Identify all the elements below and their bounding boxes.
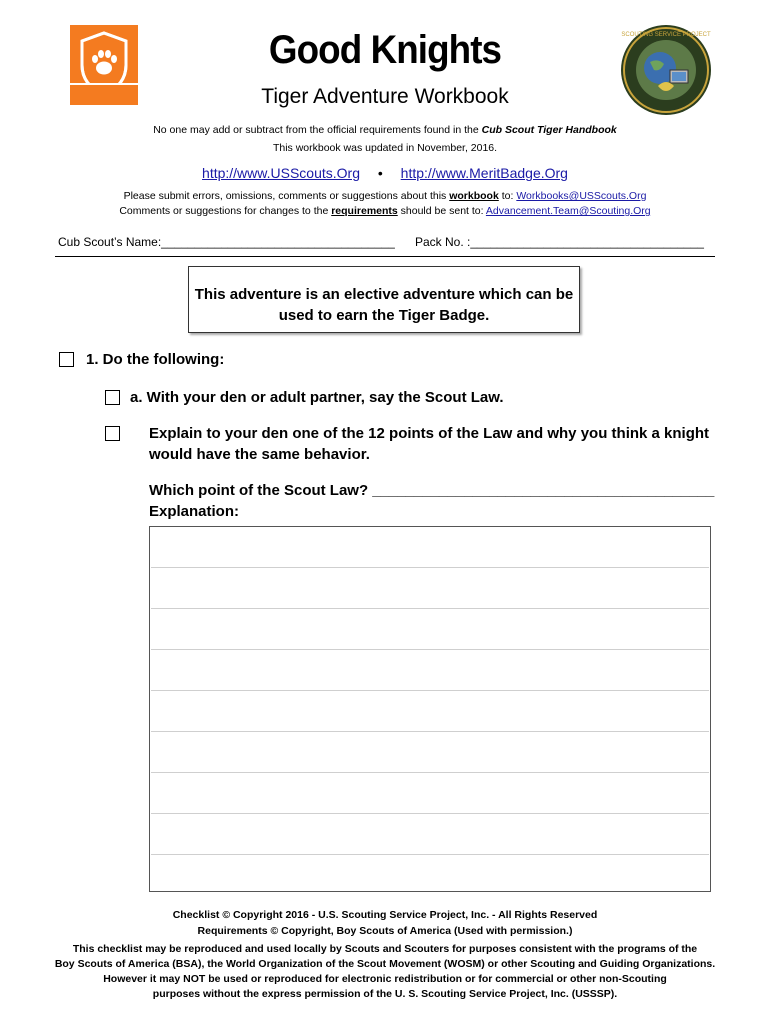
pack-number-label: Pack No. : (415, 235, 471, 249)
answer-line (151, 854, 709, 855)
seal-text: SCOUTING SERVICE PROJECT (621, 32, 711, 38)
which-point-field[interactable]: Which point of the Scout Law? _________________________________________ (149, 482, 715, 499)
pack-number-field[interactable] (415, 235, 704, 249)
footer-usage-1: This checklist may be reproduced and used locally by Scouts and Scouters for purposes consistent with the programs of the (72, 943, 698, 955)
req1b-line-2: would have the same behavior. (149, 446, 370, 463)
footer-usage-2: Boy Scouts of America (BSA), the World Organization of the Scout Movement (WOSM) or other Scouting and Guiding Organizations. (54, 958, 716, 970)
official-notice (0, 124, 770, 136)
footer-requirements-copyright: Requirements © Copyright, Boy Scouts of America (Used with permission.) (197, 925, 573, 937)
footer-copyright: Checklist © Copyright 2016 - U.S. Scouting Service Project, Inc. - All Rights Reserved (172, 909, 598, 921)
notice-line-1: This adventure is an elective adventure which can be (194, 286, 574, 303)
workbook-word: workbook (449, 190, 499, 202)
usscouts-link[interactable]: http://www.USScouts.Org (202, 165, 360, 181)
req1b-line-1: Explain to your den one of the 12 points of the Law and why you think a knight (149, 425, 710, 442)
req1a-label: a. With your den or adult partner, say the Scout Law. (130, 389, 504, 406)
explanation-label: Explanation: (149, 503, 240, 520)
answer-line (151, 690, 709, 691)
scout-name-blank[interactable]: ___________________________________ (161, 235, 395, 249)
req1-checkbox[interactable] (59, 352, 74, 367)
elective-notice-box (188, 266, 580, 333)
comments-to: should be sent to: (397, 205, 486, 217)
scout-name-label: Cub Scout’s Name: (58, 235, 162, 249)
requirements-word: requirements (331, 205, 398, 217)
workbooks-email-link[interactable]: Workbooks@USScouts.Org (516, 190, 647, 202)
req1b-text (149, 423, 709, 465)
advancement-email-link[interactable]: Advancement.Team@Scouting.Org (485, 205, 651, 217)
explanation-answer-box[interactable] (149, 526, 711, 892)
meritbadge-link[interactable]: http://www.MeritBadge.Org (400, 165, 568, 181)
footer-usage-4: purposes without the express permission of the U. S. Scouting Service Project, Inc. (USSSP). (152, 988, 618, 1000)
page-subtitle: Tiger Adventure Workbook (261, 85, 509, 108)
comments-text: Comments or suggestions for changes to the (119, 205, 332, 217)
link-separator: • (377, 165, 383, 181)
updated-text: This workbook was updated in November, 2016. (272, 142, 498, 154)
notice-line-2: used to earn the Tiger Badge. (278, 307, 490, 324)
links-row (0, 165, 770, 181)
req1b-checkbox[interactable] (105, 426, 120, 441)
submit-text: Please submit errors, omissions, comments or suggestions about this (123, 190, 450, 202)
pack-number-blank[interactable]: ___________________________________ (470, 235, 704, 249)
answer-line (151, 567, 709, 568)
page-title: Good Knights (268, 28, 502, 72)
handbook-title: Cub Scout Tiger Handbook (481, 124, 617, 136)
req1-label: 1. Do the following: (86, 351, 225, 368)
notice-text: No one may add or subtract from the official requirements found in the (153, 124, 482, 136)
answer-line (151, 649, 709, 650)
req1a-checkbox[interactable] (105, 390, 120, 405)
answer-line (151, 731, 709, 732)
divider (55, 256, 715, 257)
submit-to: to: (498, 190, 517, 202)
submit-line (0, 190, 770, 202)
answer-line (151, 813, 709, 814)
answer-line (151, 608, 709, 609)
scout-name-field[interactable] (58, 235, 395, 249)
footer-usage-3: However it may NOT be used or reproduced for electronic redistribution or for commercial or other non-Scouting (103, 973, 667, 985)
comments-line (0, 205, 770, 217)
answer-line (151, 772, 709, 773)
